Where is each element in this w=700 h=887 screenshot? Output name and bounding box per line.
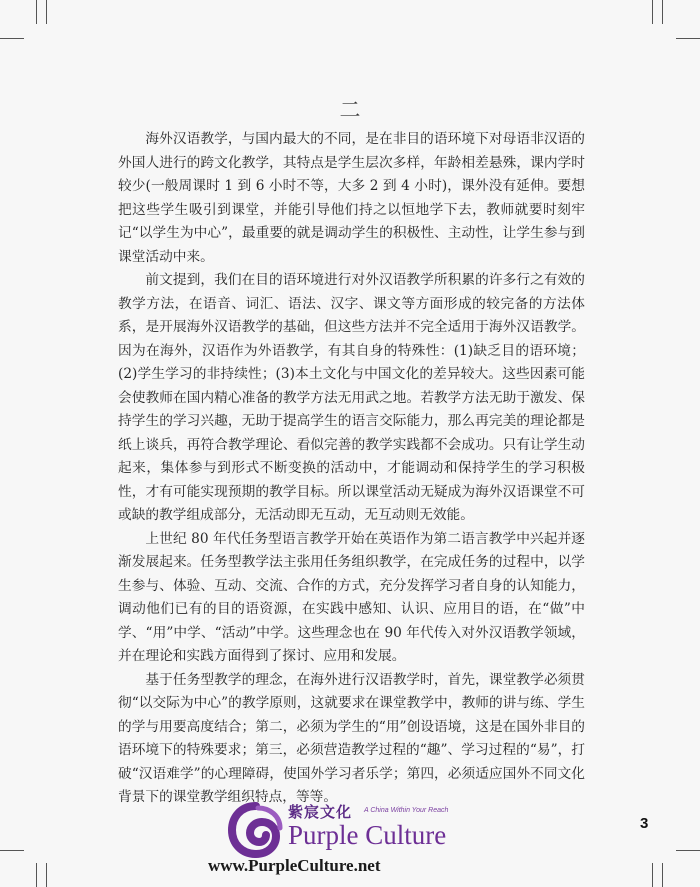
crop-mark	[46, 863, 47, 887]
crop-mark	[662, 863, 663, 887]
crop-mark	[36, 0, 37, 24]
paragraph: 海外汉语教学，与国内最大的不同，是在非目的语环境下对母语非汉语的外国人进行的跨文化教学，其特点是学生层次多样，年龄相差悬殊，课内学时较少(一般周课时 1 到 6 小时不等，大多 2 到 4 小时)，课外没有延伸。要想把这些学生吸引到课堂，并能引导他们持之以恒地学下去，教师就要时刻牢记“以学生为中心”，最重要的就是调动学生的积极性、主动性，让学生参与到课堂活动中来。	[118, 131, 585, 265]
body-text	[118, 128, 585, 810]
crop-mark	[46, 0, 47, 24]
crop-mark	[652, 863, 653, 887]
paragraph: 基于任务型教学的理念，在海外进行汉语教学时，首先，课堂教学必须贯彻“以交际为中心”的教学原则，这就要求在课堂教学中，教师的讲与练、学生的学与用要高度结合；第二，必须为学生的“用”创设语境，这是在国外非目的语环境下的特殊要求；第三，必须营造教学过程的“趣”、学习过程的“易”，打破“汉语难学”的心理障碍，使国外学习者乐学；第四，必须适应国外不同文化背景下的课堂教学组织特点，等等。	[118, 671, 585, 805]
section-heading: 二	[339, 98, 361, 122]
swirl-logo-icon	[228, 802, 284, 858]
crop-mark	[676, 850, 700, 851]
logo-url: www.PurpleCulture.net	[208, 856, 381, 875]
paragraph: 前文提到，我们在目的语环境进行对外汉语教学所积累的许多行之有效的教学方法，在语音、词汇、语法、汉字、课文等方面形成的较完备的方法体系，是开展海外汉语教学的基础，但这些方法并不完全适用于海外汉语教学。因为在海外，汉语作为外语教学，有其自身的特殊性：(1)缺乏目的语环境；(2)学生学习的非持续性；(3)本土文化与中国文化的差异较大。这些因素可能会使教师在国内精心准备的教学方法无用武之地。若教学方法无助于激发、保持学生的学习兴趣，无助于提高学生的语言交际能力，那么再完美的理论都是纸上谈兵，再符合教学理论、看似完善的教学实践都不会成功。只有让学生动起来，集体参与到形式不断变换的活动中，才能调动和保持学生的学习积极性，才有可能实现预期的教学目标。所以课堂活动无疑成为海外汉语课堂不可或缺的教学组成部分，无活动即无互动，无互动则无效能。	[118, 272, 585, 523]
crop-mark	[652, 0, 653, 24]
logo-chinese-name: 紫宸文化	[288, 803, 353, 821]
logo-name: Purple Culture	[288, 820, 447, 850]
crop-mark	[676, 38, 700, 39]
crop-mark	[0, 850, 24, 851]
logo-tagline: A China Within Your Reach	[364, 807, 449, 814]
crop-mark	[662, 0, 663, 24]
page-number: 3	[640, 815, 649, 832]
crop-mark	[36, 863, 37, 887]
paragraph: 上世纪 80 年代任务型语言教学开始在英语作为第二语言教学中兴起并逐渐发展起来。任务型教学法主张用任务组织教学，在完成任务的过程中，以学生参与、体验、互动、交流、合作的方式，充分发挥学习者自身的认知能力，调动他们已有的目的语资源，在实践中感知、认识、应用目的语，在“做”中学、“用”中学、“活动”中学。这些理念也在 90 年代传入对外汉语教学领域，并在理论和实践方面得到了探讨、应用和发展。	[118, 530, 585, 664]
purple-culture-logo	[208, 798, 498, 887]
crop-mark	[0, 38, 24, 39]
